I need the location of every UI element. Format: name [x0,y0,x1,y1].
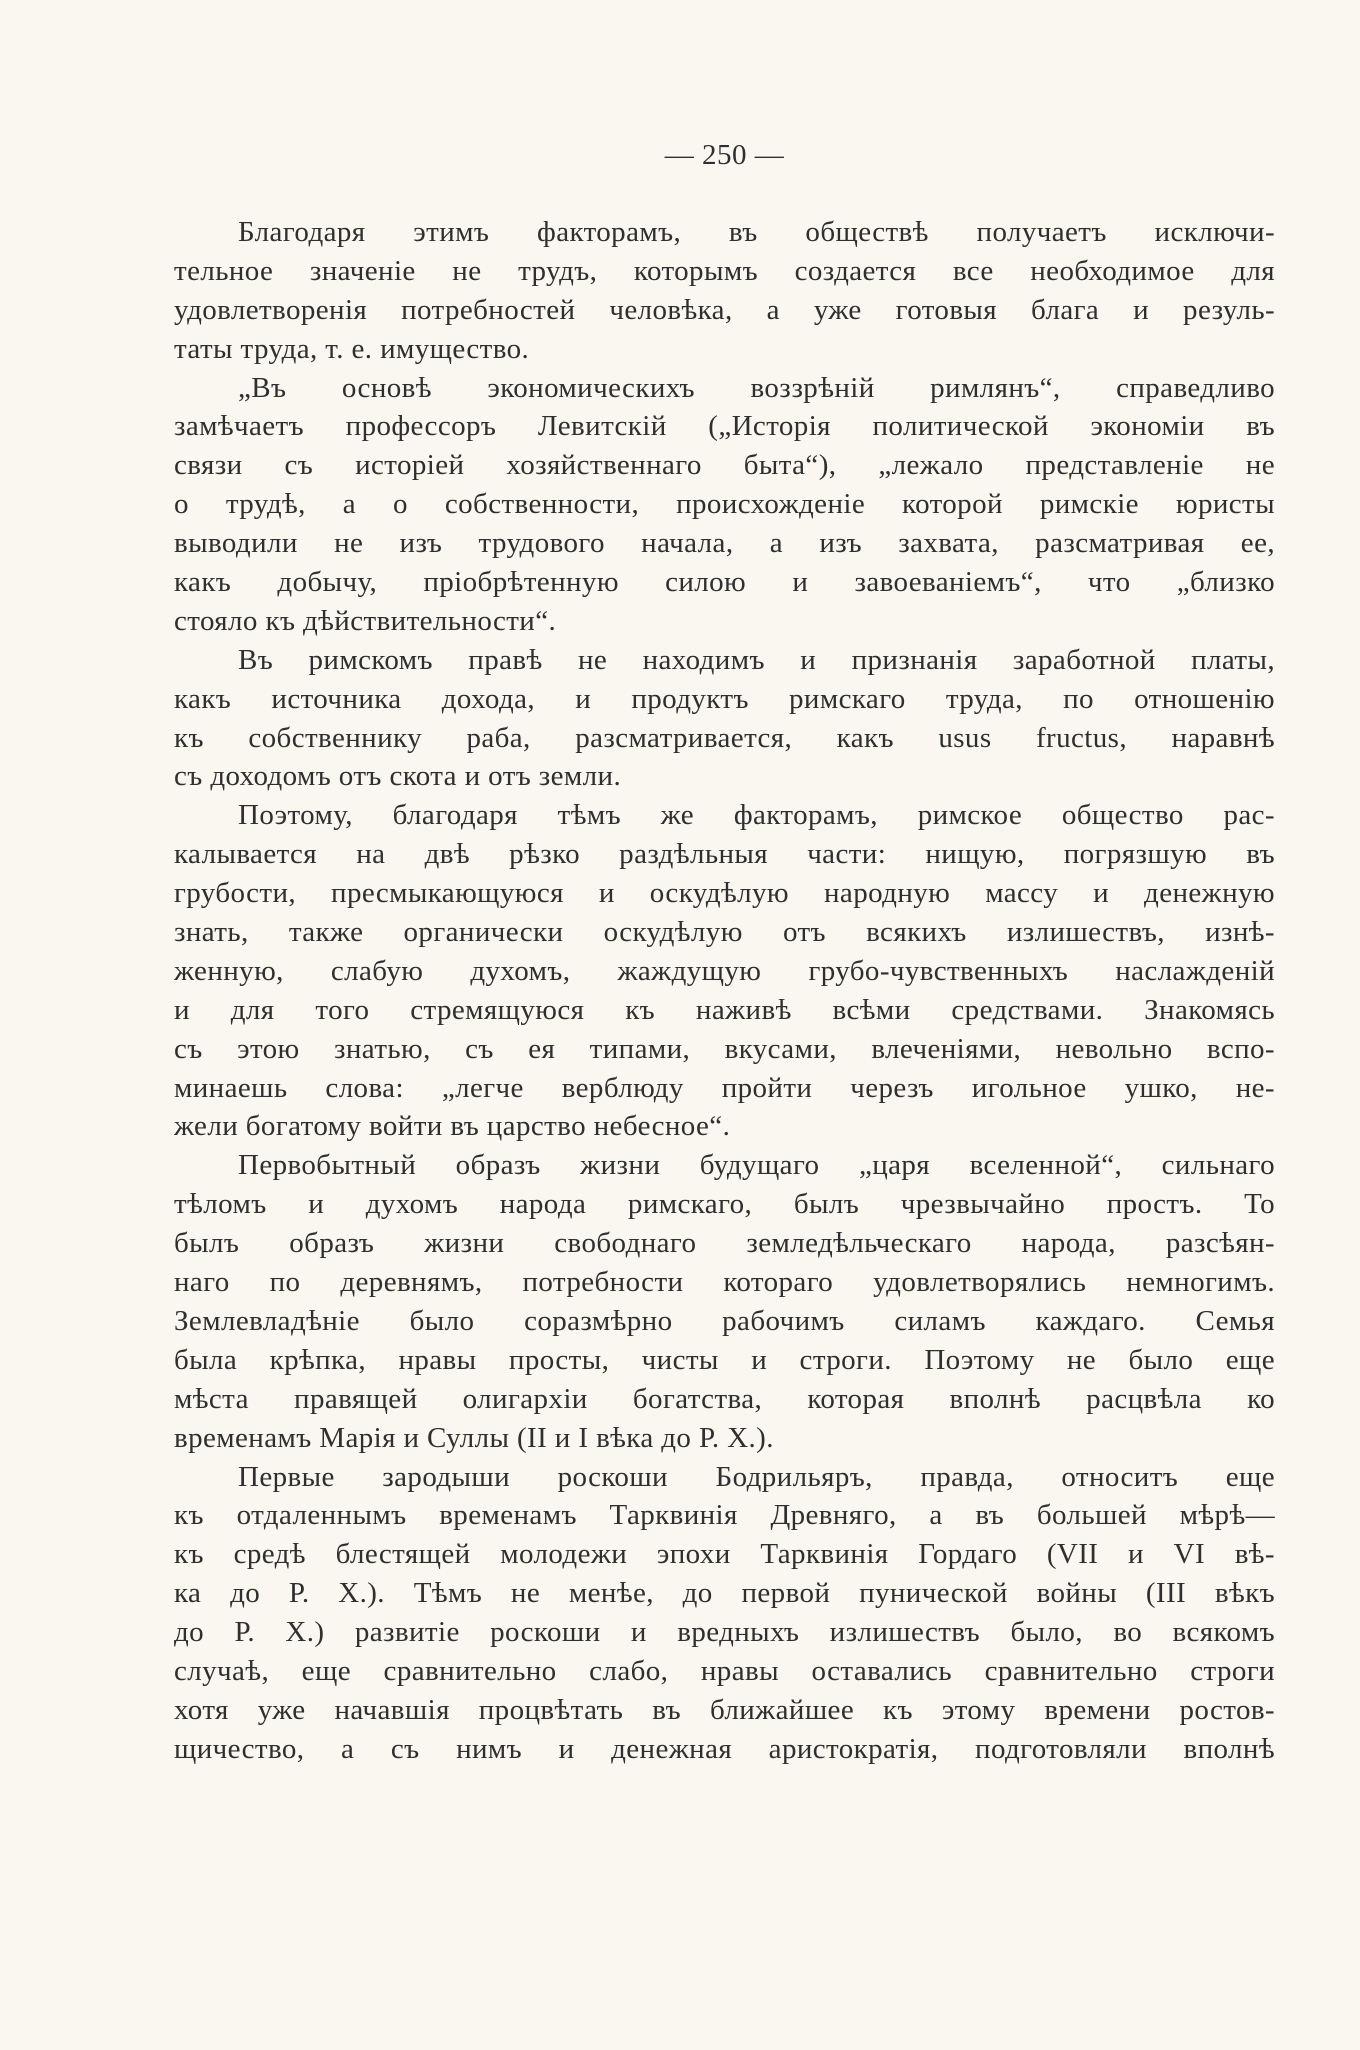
page-body [174,213,1275,1769]
text-line: какъ добычу, пріобрѣтенную силою и завоеваніемъ“, что „близко [174,566,1275,599]
text-line: какъ источника дохода, и продуктъ римскаго труда, по отношенію [174,682,1275,715]
text-line: и для того стремящуюся къ наживѣ всѣми средствами. Знакомясь [174,993,1275,1026]
paragraph [174,213,1275,369]
text-line: удовлетворенія потребностей человѣка, а уже готовыя блага и резуль- [174,293,1275,326]
text-line: связи съ исторіей хозяйственнаго быта“), „лежало представленіе не [174,449,1275,482]
text-line: къ отдаленнымъ временамъ Тарквинія Древняго, а въ большей мѣрѣ— [174,1499,1275,1532]
text-line: таты труда, т. е. имущество. [174,332,530,365]
text-line: замѣчаетъ профессоръ Левитскій („Исторія политической экономіи въ [174,410,1275,443]
text-line: Землевладѣніе было соразмѣрно рабочимъ силамъ каждаго. Семья [174,1304,1275,1337]
paragraph [174,1458,1275,1769]
text-line: хотя уже начавшія процвѣтать въ ближайшее къ этому времени ростов- [174,1693,1275,1726]
text-line: тѣломъ и духомъ народа римскаго, былъ чрезвычайно простъ. То [174,1188,1275,1221]
text-line: знать, также органически оскудѣлую отъ всякихъ излишествъ, изнѣ- [174,916,1275,949]
paragraph [174,641,1275,797]
text-line: калывается на двѣ рѣзко раздѣльныя части: нищую, погрязшую въ [174,838,1275,871]
text-line: наго по деревнямъ, потребности котораго удовлетворялись немногимъ. [174,1266,1275,1299]
text-line: случаѣ, еще сравнительно слабо, нравы оставались сравнительно строги [174,1654,1275,1687]
text-line: до Р. Х.) развитіе роскоши и вредныхъ излишествъ было, во всякомъ [174,1616,1275,1649]
text-line: женную, слабую духомъ, жаждущую грубо-чувственныхъ наслажденій [174,954,1275,987]
text-line: съ этою знатью, съ ея типами, вкусами, влеченіями, невольно вспо- [174,1032,1275,1065]
text-line: „Въ основѣ экономическихъ воззрѣній римлянъ“, справедливо [238,371,1275,404]
text-line: ка до Р. Х.). Тѣмъ не менѣе, до первой пунической войны (III вѣкъ [174,1577,1275,1610]
text-line: щичество, а съ нимъ и денежная аристократія, подготовляли вполнѣ [174,1732,1275,1765]
paragraph [174,1146,1275,1457]
text-line: временамъ Марія и Суллы (II и I вѣка до Р. Х.). [174,1421,774,1454]
text-line: о трудѣ, а о собственности, происхожденіе которой римскіе юристы [174,488,1275,521]
text-line: съ доходомъ отъ скота и отъ земли. [174,760,622,793]
text-line: грубости, пресмыкающуюся и оскудѣлую народную массу и денежную [174,877,1275,910]
text-line: Поэтому, благодаря тѣмъ же факторамъ, римское общество рас- [238,799,1275,832]
text-line: минаешь слова: „легче верблюду пройти черезъ игольное ушко, не- [174,1071,1275,1104]
text-line: мѣста правящей олигархіи богатства, которая вполнѣ расцвѣла ко [174,1382,1275,1415]
paragraph [174,369,1275,641]
text-line: Первобытный образъ жизни будущаго „царя вселенной“, сильнаго [238,1149,1275,1182]
text-line: выводили не изъ трудового начала, а изъ захвата, разсматривая ее, [174,527,1275,560]
text-line: былъ образъ жизни свободнаго земледѣльческаго народа, разсѣян- [174,1227,1275,1260]
text-line: тельное значеніе не трудъ, которымъ создается все необходимое для [174,254,1275,287]
text-line: была крѣпка, нравы просты, чисты и строги. Поэтому не было еще [174,1343,1275,1376]
text-line: стояло къ дѣйствительности“. [174,604,557,637]
page-number: — 250 — [664,139,785,171]
text-line: къ собственнику раба, разсматривается, какъ usus fructus, наравнѣ [174,721,1275,754]
text-line: Первые зародыши роскоши Бодрильяръ, правда, относитъ еще [238,1460,1275,1493]
text-line: Въ римскомъ правѣ не находимъ и признанія заработной платы, [238,643,1275,676]
text-line: жели богатому войти въ царство небесное“. [174,1110,731,1143]
text-line: Благодаря этимъ факторамъ, въ обществѣ получаетъ исключи- [238,216,1275,248]
text-line: къ средѣ блестящей молодежи эпохи Тарквинія Гордаго (VII и VI вѣ- [174,1538,1275,1571]
paragraph [174,796,1275,1146]
